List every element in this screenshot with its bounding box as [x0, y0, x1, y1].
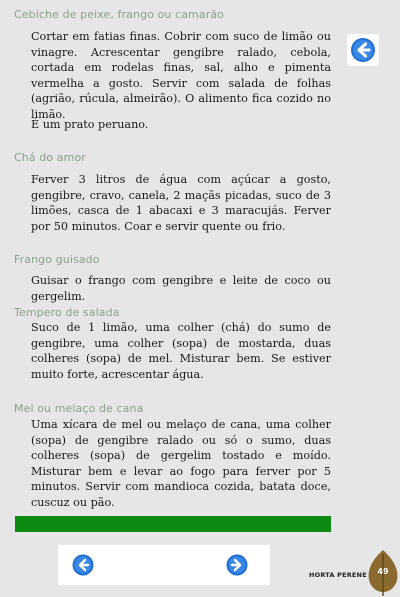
back-arrow-icon [349, 36, 377, 64]
footer-book-title: HORTA PERENE [309, 571, 367, 579]
section-title: Tempero de salada [14, 306, 120, 319]
section-paragraph: Ferver 3 litros de água com açúcar a gosto, gengibre, cravo, canela, 2 maçãs picadas, suco de 3 limões, casca de 1 abacaxi e 3 maracujás. Ferver por 50 minutos. Coar e servir quente ou frio. [31, 173, 331, 233]
section-title: Chá do amor [14, 151, 86, 164]
page-number: 49 [377, 567, 389, 576]
page-navigation [58, 545, 270, 585]
section-paragraph: Uma xícara de mel ou melaço de cana, uma colher (sopa) de gengibre ralado ou só o sumo, duas colheres (sopa) de gergelim tostado e moído. Misturar bem e levar ao fogo para ferver por 5 minutos. Servir com mandioca cozida, batata doce, cuscuz ou pão. [31, 418, 331, 509]
section-paragraph: Guisar o frango com gengibre e leite de coco ou gergelim. [31, 274, 331, 303]
section-paragraph: Cortar em fatias finas. Cobrir com suco de limão ou vinagre. Acrescentar gengibre ralado, cebola, cortada em rodelas finas, sal, alho e pimenta vermelha a gosto. Servir com salada de folhas (agrião, rúcula, almeirão). O alimento fica cozido no limão. [31, 30, 331, 121]
next-arrow-icon [225, 553, 249, 577]
accent-bar [15, 516, 331, 532]
section-title: Frango guisado [14, 253, 100, 266]
next-page-button[interactable] [225, 553, 249, 577]
section-title: Mel ou melaço de cana [14, 402, 144, 415]
section-title: Cebiche de peixe, frango ou camarão [14, 8, 225, 21]
previous-page-button[interactable] [71, 553, 95, 577]
section-paragraph: É um prato peruano. [31, 118, 149, 131]
back-button[interactable] [347, 34, 379, 66]
prev-arrow-icon [71, 553, 95, 577]
section-paragraph: Suco de 1 limão, uma colher (chá) do sumo de gengibre, uma colher (sopa) de mostarda, duas colheres (sopa) de mel. Misturar bem. Se estiver muito forte, acrescentar água. [31, 321, 331, 381]
